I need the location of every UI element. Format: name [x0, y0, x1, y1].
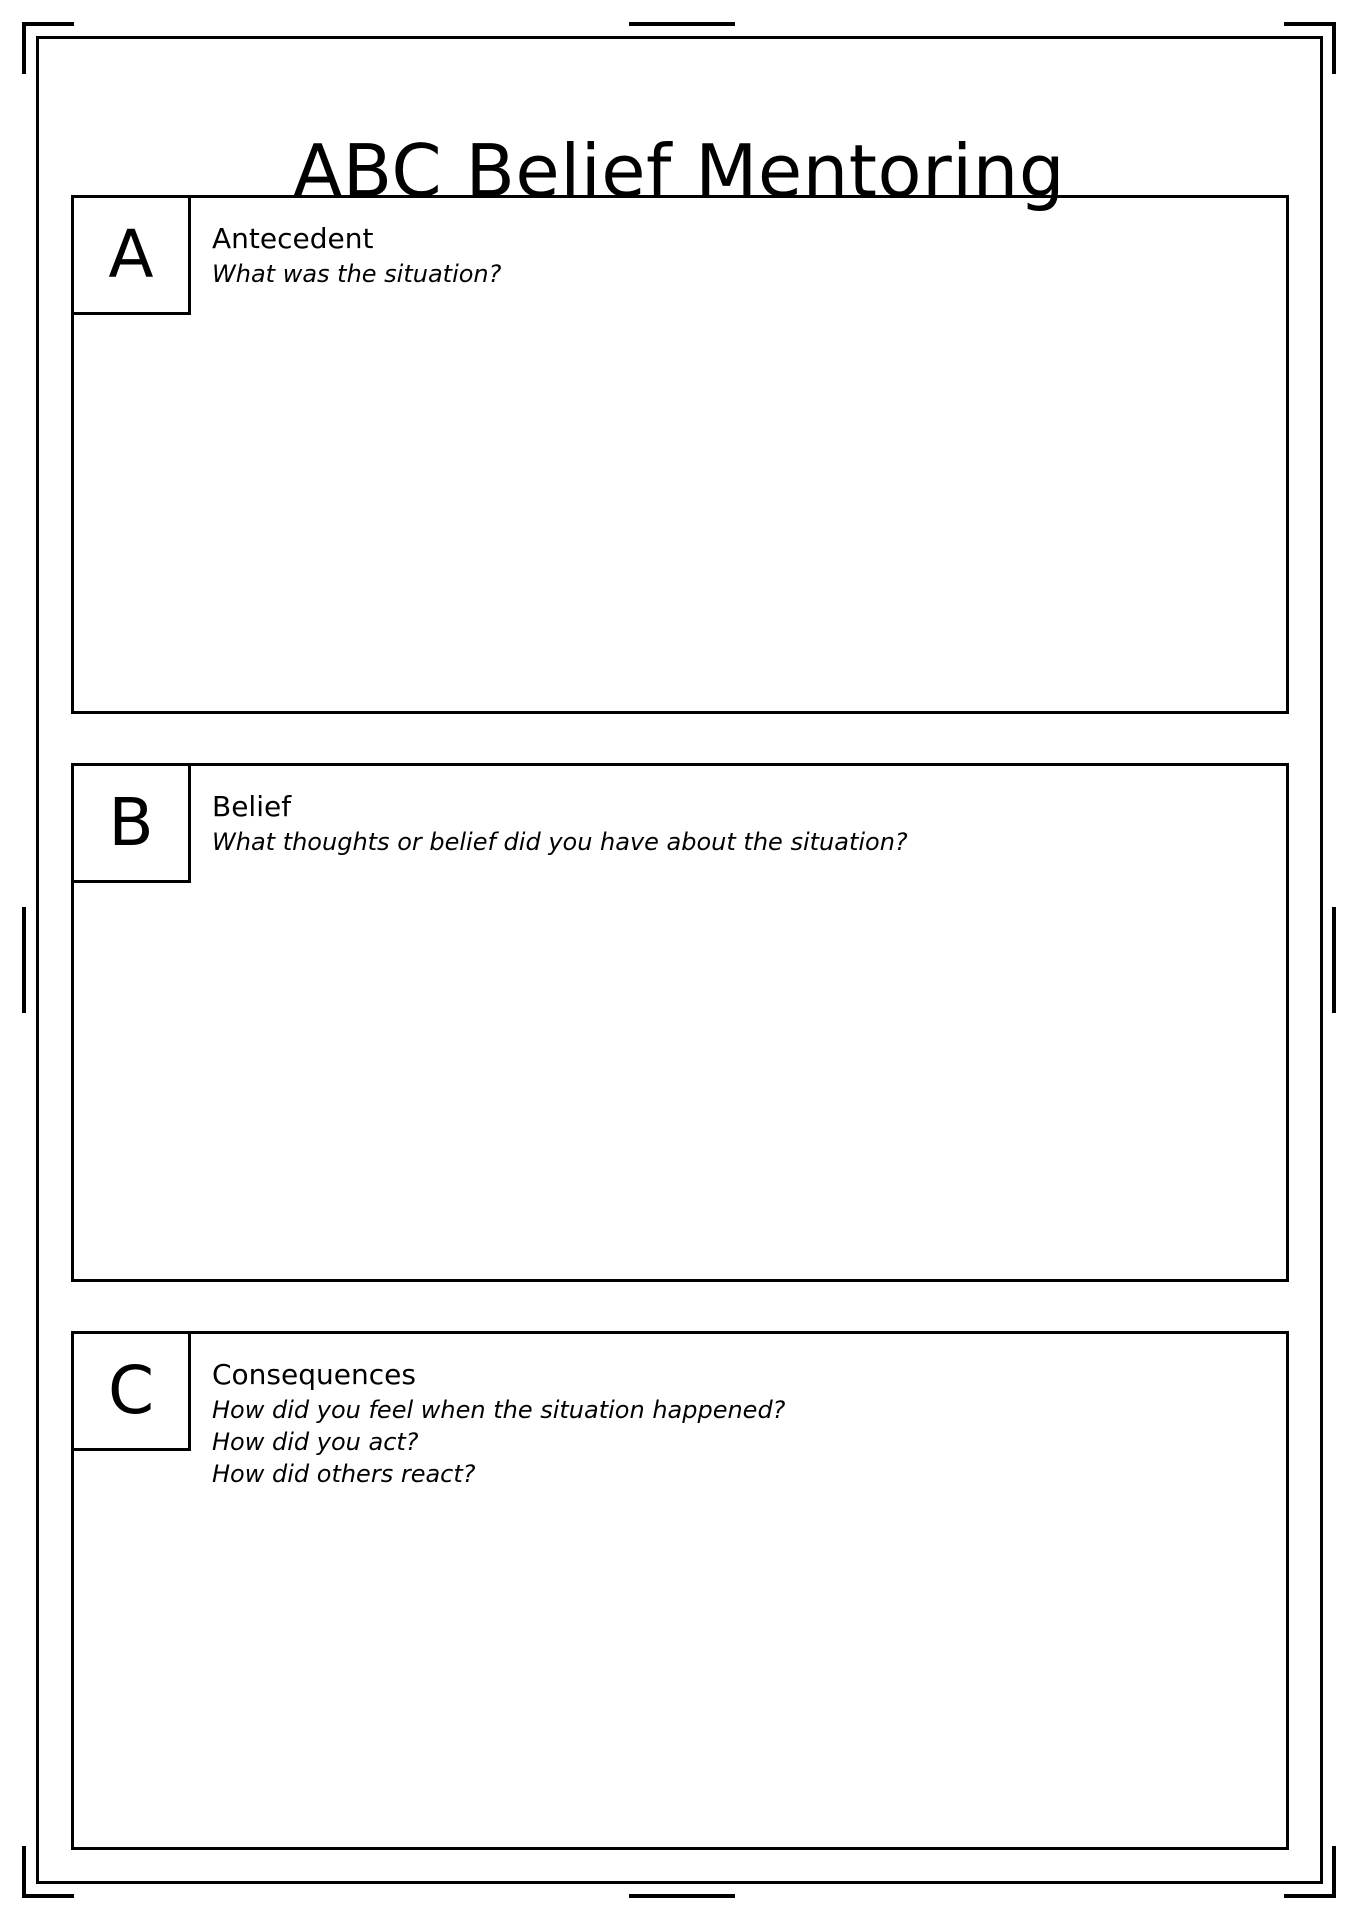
prompt-line: How did you act? [212, 1428, 419, 1456]
corner-mark-top-right-v [1332, 22, 1336, 74]
edge-mark-right [1332, 907, 1336, 1013]
corner-mark-top-left-v [22, 22, 26, 74]
corner-mark-bottom-right-h [1284, 1894, 1336, 1898]
section-heading: Consequences [212, 1358, 416, 1391]
prompt-line: What was the situation? [212, 260, 502, 288]
corner-mark-bottom-right-v [1332, 1846, 1336, 1898]
section-letter: A [74, 198, 191, 315]
page-title: ABC Belief Mentoring [292, 129, 1066, 214]
section-consequences[interactable] [71, 1331, 1289, 1850]
section-letter: C [74, 1334, 191, 1451]
prompt-line: What thoughts or belief did you have about the situation? [212, 828, 908, 856]
edge-mark-top [629, 22, 735, 26]
edge-mark-left [22, 907, 26, 1013]
section-prompts [212, 826, 908, 858]
edge-mark-bottom [629, 1894, 735, 1898]
prompt-line: How did you feel when the situation happened? [212, 1396, 786, 1424]
section-heading: Belief [212, 790, 292, 823]
section-prompts [212, 258, 501, 290]
section-antecedent[interactable] [71, 195, 1289, 714]
prompt-line: How did others react? [212, 1460, 476, 1488]
section-heading: Antecedent [212, 222, 374, 255]
section-prompts [212, 1394, 785, 1490]
corner-mark-bottom-left-h [22, 1894, 74, 1898]
corner-mark-top-left-h [22, 22, 74, 26]
section-letter: B [74, 766, 191, 883]
corner-mark-bottom-left-v [22, 1846, 26, 1898]
corner-mark-top-right-h [1284, 22, 1336, 26]
section-belief[interactable] [71, 763, 1289, 1282]
